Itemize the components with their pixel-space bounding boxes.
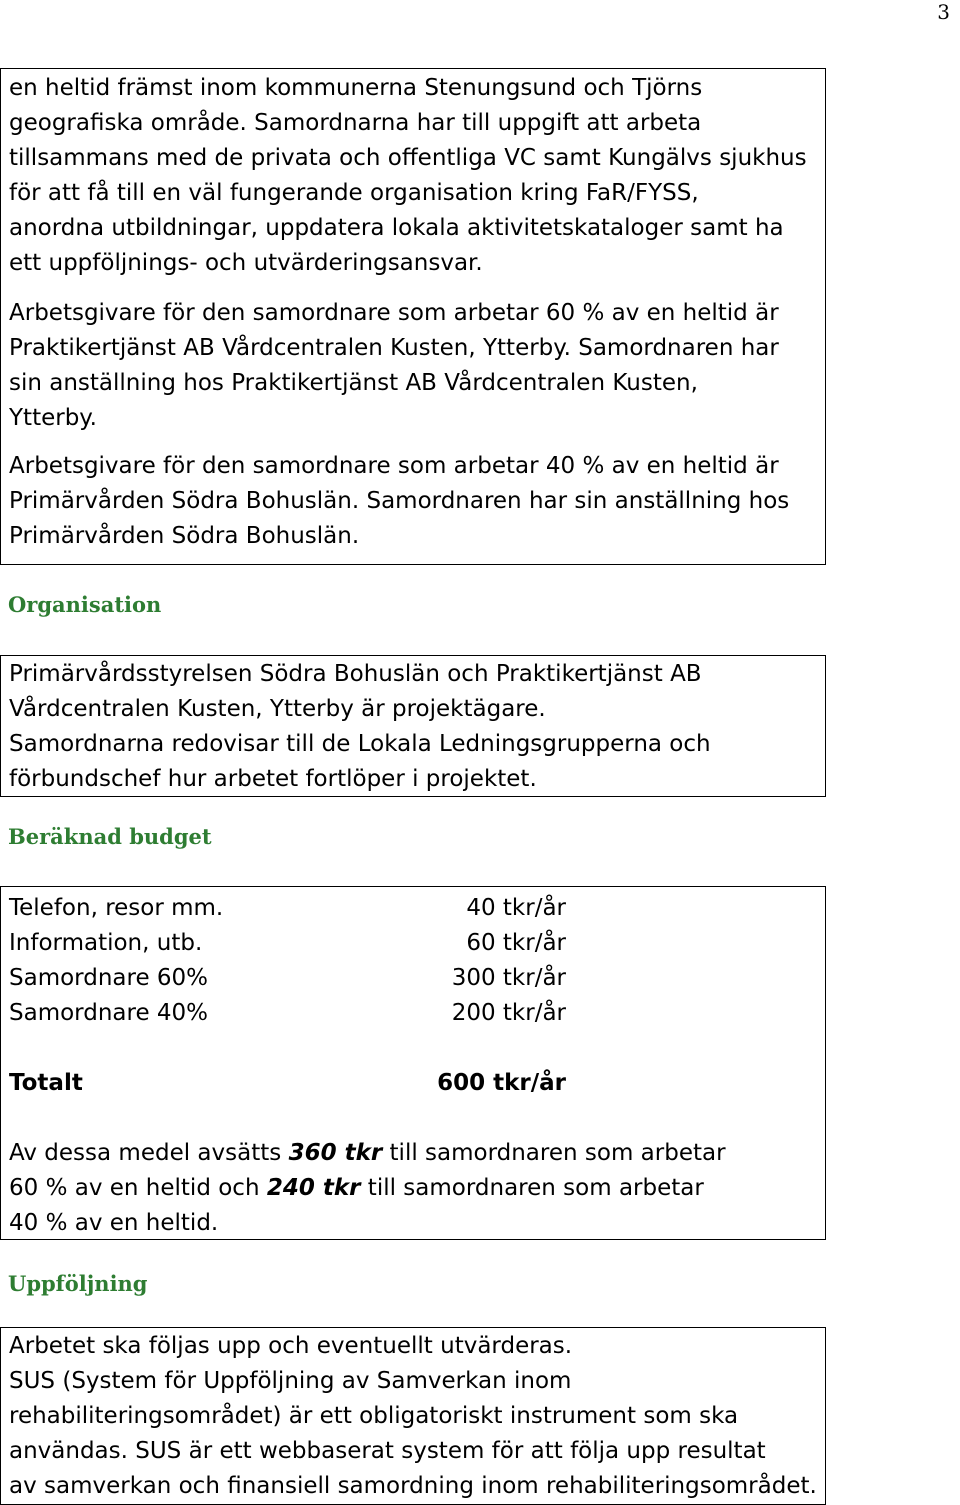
budget-note-line [9, 1136, 726, 1171]
organisation-line: Samordnarna redovisar till de Lokala Ledningsgrupperna och [9, 731, 711, 757]
uppfoljning-heading: Uppföljning [8, 1271, 148, 1296]
uppfoljning-line: SUS (System för Uppföljning av Samverkan inom [9, 1368, 572, 1394]
organisation-line: förbundschef hur arbetet fortlöper i projektet. [9, 766, 537, 792]
uppfoljning-box [0, 1327, 826, 1505]
budget-note-text: 60 % av en heltid och [9, 1175, 267, 1201]
budget-item-label: Information, utb. [9, 930, 203, 956]
organisation-line: Vårdcentralen Kusten, Ytterby är projektägare. [9, 696, 546, 722]
employer-60-line: Ytterby. [9, 405, 97, 431]
organisation-line: Primärvårdsstyrelsen Södra Bohuslän och Praktikertjänst AB [9, 661, 702, 687]
employer-40-line: Primärvården Södra Bohuslän. [9, 523, 360, 549]
intro-text-box [0, 68, 826, 565]
budget-item-label: Telefon, resor mm. [9, 895, 224, 921]
budget-note-amount-360: 360 tkr [288, 1140, 383, 1166]
budget-item-amount: 40 tkr/år [466, 895, 566, 921]
page-number: 3 [937, 0, 950, 24]
organisation-box [0, 655, 826, 797]
employer-60-line: Praktikertjänst AB Vårdcentralen Kusten, Ytterby. Samordnaren har [9, 335, 779, 361]
budget-box [0, 886, 826, 1240]
budget-item-amount: 200 tkr/år [451, 1000, 566, 1026]
intro-line: en heltid främst inom kommunerna Stenungsund och Tjörns [9, 75, 703, 101]
employer-60-line: sin anställning hos Praktikertjänst AB Vårdcentralen Kusten, [9, 370, 698, 396]
budget-note-text: till samordnaren som arbetar [360, 1175, 704, 1201]
intro-line: geografiska område. Samordnarna har till uppgift att arbeta [9, 110, 702, 136]
employer-60-line: Arbetsgivare för den samordnare som arbetar 60 % av en heltid är [9, 300, 779, 326]
budget-note-text: till samordnaren som arbetar [382, 1140, 726, 1166]
budget-item-amount: 60 tkr/år [466, 930, 566, 956]
budget-total-label: Totalt [9, 1070, 83, 1096]
budget-heading: Beräknad budget [8, 824, 212, 849]
budget-note-amount-240: 240 tkr [266, 1175, 361, 1201]
organisation-heading: Organisation [8, 592, 162, 617]
uppfoljning-line: användas. SUS är ett webbaserat system för att följa upp resultat [9, 1438, 766, 1464]
budget-item-amount: 300 tkr/år [451, 965, 566, 991]
budget-note-text: Av dessa medel avsätts [9, 1140, 289, 1166]
uppfoljning-line: Arbetet ska följas upp och eventuellt utvärderas. [9, 1333, 573, 1359]
budget-total-amount: 600 tkr/år [437, 1070, 566, 1096]
budget-note-line: 40 % av en heltid. [9, 1210, 219, 1236]
employer-40-line: Primärvården Södra Bohuslän. Samordnaren har sin anställning hos [9, 488, 790, 514]
budget-item-label: Samordnare 60% [9, 965, 209, 991]
budget-item-label: Samordnare 40% [9, 1000, 209, 1026]
intro-line: anordna utbildningar, uppdatera lokala aktivitetskataloger samt ha [9, 215, 784, 241]
intro-line: tillsammans med de privata och offentliga VC samt Kungälvs sjukhus [9, 145, 807, 171]
uppfoljning-line: rehabiliteringsområdet) är ett obligatoriskt instrument som ska [9, 1403, 739, 1429]
uppfoljning-line: av samverkan och finansiell samordning inom rehabiliteringsområdet. [9, 1473, 817, 1499]
employer-40-line: Arbetsgivare för den samordnare som arbetar 40 % av en heltid är [9, 453, 779, 479]
budget-note-line [9, 1171, 704, 1206]
intro-line: för att få till en väl fungerande organisation kring FaR/FYSS, [9, 180, 699, 206]
intro-line: ett uppföljnings- och utvärderingsansvar. [9, 250, 483, 276]
